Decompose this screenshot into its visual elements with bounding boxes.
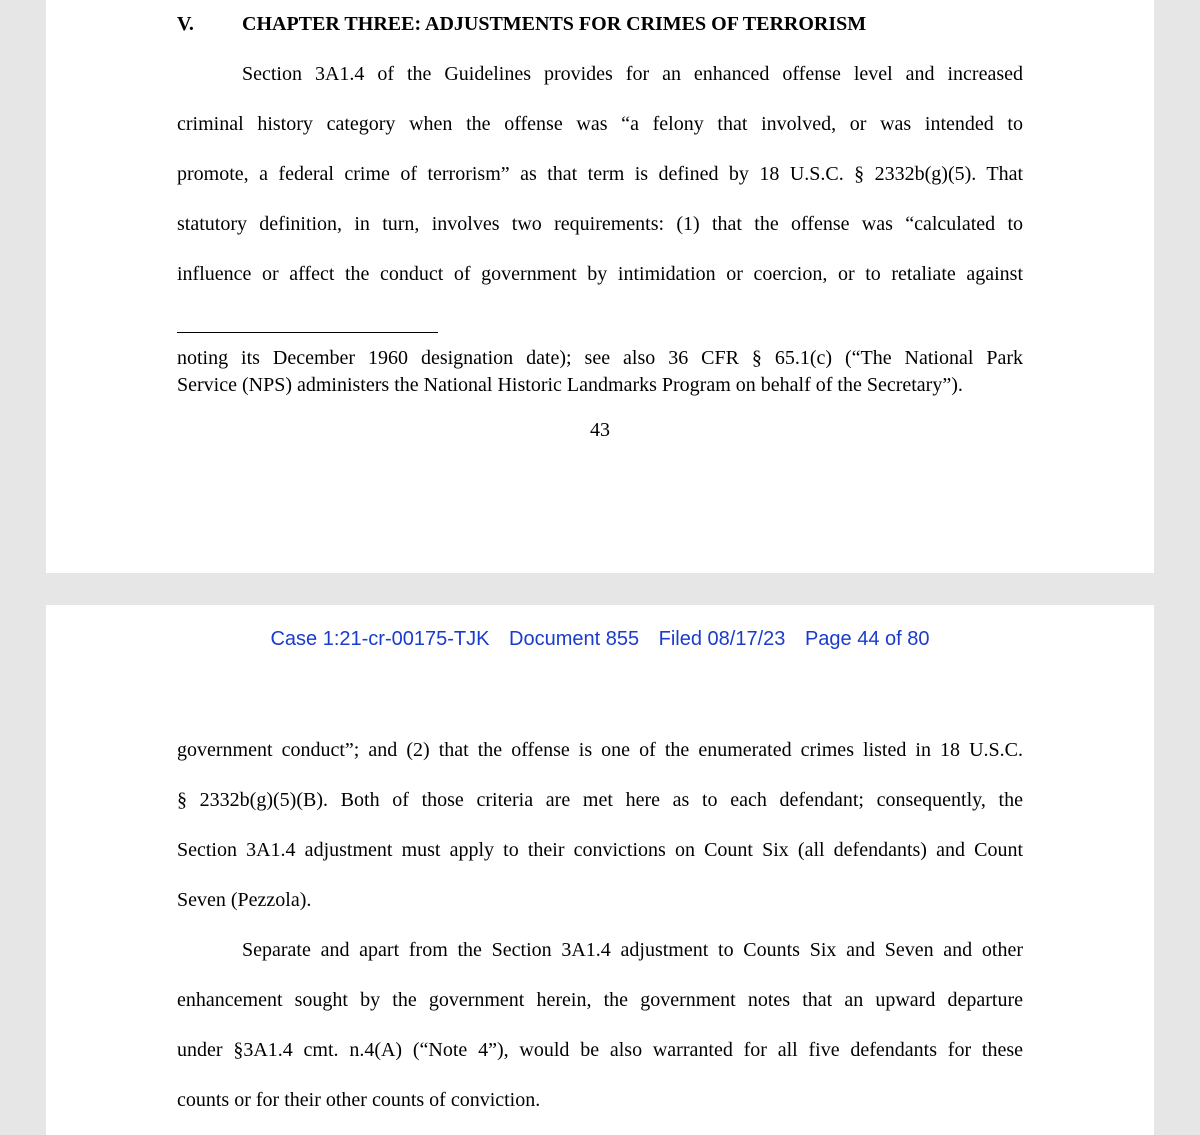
paragraph-line: Section 3A1.4 adjustment must apply to their convictions on Count Six (all defendants) and Count: [177, 839, 1023, 861]
footnote-divider: [177, 332, 438, 333]
paragraph-line: influence or affect the conduct of government by intimidation or coercion, or to retaliate against: [177, 263, 1023, 285]
paragraph-line: Section 3A1.4 of the Guidelines provides for an enhanced offense level and increased: [242, 63, 1023, 85]
filed-date: Filed 08/17/23: [658, 628, 786, 650]
section-number: V.: [177, 13, 194, 35]
paragraph-line: promote, a federal crime of terrorism” as that term is defined by 18 U.S.C. § 2332b(g)(5). That: [177, 163, 1023, 185]
document-number: Document 855: [509, 628, 640, 650]
document-page-43: [46, 0, 1154, 573]
footnote-line: noting its December 1960 designation date); see also 36 CFR § 65.1(c) (“The National Park: [177, 347, 1023, 369]
paragraph-line: counts or for their other counts of conviction.: [177, 1089, 541, 1111]
paragraph-line: criminal history category when the offense was “a felony that involved, or was intended to: [177, 113, 1023, 135]
paragraph-line: under §3A1.4 cmt. n.4(A) (“Note 4”), would be also warranted for all five defendants for these: [177, 1039, 1023, 1061]
page-number: 43: [590, 419, 610, 441]
case-header: [46, 625, 1154, 653]
paragraph-line: enhancement sought by the government herein, the government notes that an upward departure: [177, 989, 1023, 1011]
paragraph-line: government conduct”; and (2) that the offense is one of the enumerated crimes listed in 18 U.S.C.: [177, 739, 1023, 761]
paragraph-line: Seven (Pezzola).: [177, 889, 312, 911]
case-number: Case 1:21-cr-00175-TJK: [270, 628, 490, 650]
paragraph-line: statutory definition, in turn, involves two requirements: (1) that the offense was “calculated to: [177, 213, 1023, 235]
paragraph-line: Separate and apart from the Section 3A1.4 adjustment to Counts Six and Seven and other: [242, 939, 1023, 961]
footnote-line: Service (NPS) administers the National Historic Landmarks Program on behalf of the Secretary”).: [177, 374, 963, 396]
section-title: CHAPTER THREE: ADJUSTMENTS FOR CRIMES OF TERRORISM: [242, 13, 867, 35]
paragraph-line: § 2332b(g)(5)(B). Both of those criteria are met here as to each defendant; consequently, the: [177, 789, 1023, 811]
page-count: Page 44 of 80: [804, 628, 930, 650]
document-page-44: [46, 605, 1154, 1135]
section-heading: [177, 11, 1023, 37]
